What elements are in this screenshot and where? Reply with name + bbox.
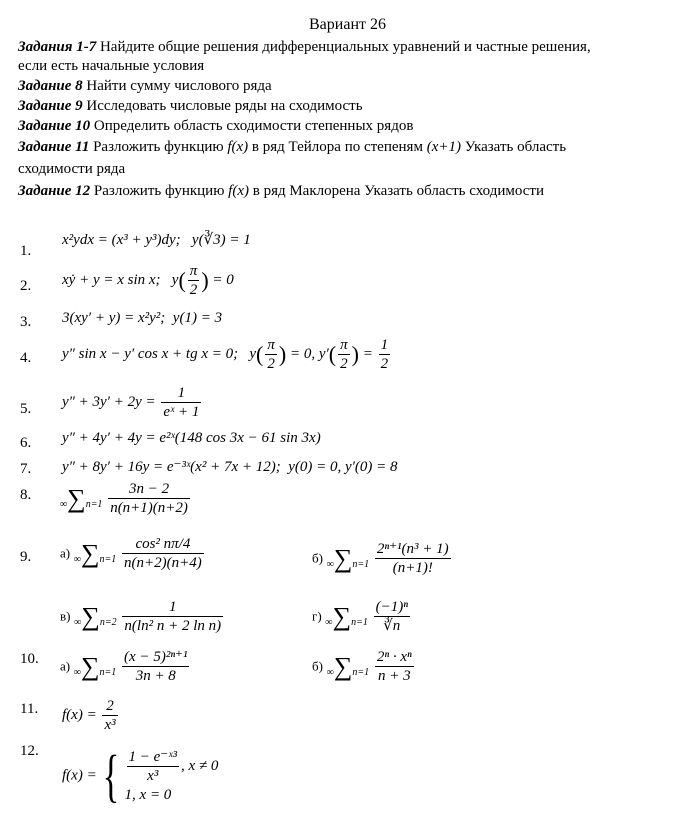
problem-11-function: f(x) = $\frac{2}{\text{x³}}$	[62, 698, 116, 733]
sum-symbol: ∞∑n=1	[73, 538, 117, 568]
problem-number: 10.	[20, 651, 39, 667]
task-9: Задание 9 Исследовать числовые ряды на сходимость	[18, 98, 363, 114]
problem-8-series	[60, 480, 192, 517]
problem-number: 9.	[20, 549, 32, 565]
fraction: $\frac{3n - 2}{n(n+1)(n+2)}$	[110, 481, 188, 516]
task-1-7: Задания 1-7 Найдите общие решения дифференциальных уравнений и частные решения,	[18, 39, 591, 55]
task-1-7-line2: если есть начальные условия	[18, 58, 205, 74]
problem-3-equation: 3(xy′ + y) = x²y²; y(1) = 3	[62, 310, 223, 326]
problem-5-equation: y″ + 3y′ + 2y = $\frac{1}{\text{eˣ + 1}}$	[62, 385, 200, 420]
task-12: Задание 12 Разложить функцию f(x) в ряд Маклорена Указать область сходимости	[18, 183, 544, 199]
fraction: $\frac{\text{1 − e⁻ˣ³}}{\text{x³}}$	[128, 749, 177, 784]
sum-symbol: ∞∑n=1	[326, 651, 370, 681]
problem-number: 6.	[20, 435, 32, 451]
left-brace: {	[102, 743, 119, 808]
fraction: $\frac{\pi}{2}$	[340, 337, 348, 372]
page-title: Вариант 26	[309, 16, 386, 33]
problem-number: 2.	[20, 278, 32, 294]
problem-2-equation: xẏ + y = x sin x; y( $\frac{\pi}{2}$ ) = 0	[62, 263, 234, 298]
problem-number: 12.	[20, 743, 39, 759]
problem-number: 8.	[20, 487, 32, 503]
task-8: Задание 8 Найти сумму числового ряда	[18, 78, 272, 94]
fraction: $\frac{\text{(−1)ⁿ}}{∛n}$	[375, 599, 408, 634]
sum-symbol: ∞∑n=1	[325, 601, 368, 631]
sum-symbol: ∞∑n=1	[60, 483, 103, 513]
fraction: $\frac{\pi}{2}$	[189, 263, 198, 298]
fraction: $\frac{\text{(x − 5)²ⁿ⁺¹}}{3n + 8}$	[124, 649, 188, 684]
sum-symbol: ∞∑n=1	[73, 651, 117, 681]
problem-9c-series: в) ∞∑n=2 $\frac{1}{\text{n(ln² n + 2 ln n)}}$	[60, 599, 222, 634]
fraction: $\frac{\text{2ⁿ · xⁿ}}{n + 3}$	[376, 649, 412, 684]
task-10: Задание 10 Определить область сходимости степенных рядов	[18, 118, 414, 134]
task-11: Задание 11 Разложить функцию f(x) в ряд Тейлора по степеням (x+1) Указать область	[18, 139, 567, 155]
fraction: $\frac{\text{cos² nπ/4}}{n(n+2)(n+4)}$	[124, 536, 202, 571]
fraction: $\frac{1}{2}$	[380, 337, 389, 372]
problem-1-equation: x²ydx = (x³ + y³)dy; y(∛3) = 1	[62, 232, 251, 248]
problem-9d-series: г) ∞∑n=1 $\frac{\text{(−1)ⁿ}}{∛n}$	[312, 599, 408, 634]
problem-number: 7.	[20, 461, 32, 477]
piecewise-cases: $\frac{\text{1 − e⁻ˣ³}}{\text{x³}}$ , x ≠ 0 1, x = 0	[124, 749, 219, 803]
problem-number: 1.	[20, 243, 32, 259]
task-11-line2: сходимости ряда	[18, 161, 126, 177]
problem-10a-series: а) ∞∑n=1 $\frac{\text{(x − 5)²ⁿ⁺¹}}{3n + 8}$	[60, 649, 188, 684]
sum-symbol: ∞∑n=1	[326, 543, 370, 573]
problem-7-equation: y″ + 8y′ + 16y = e⁻³ˣ(x² + 7x + 12); y(0) = 0, y′(0) = 8	[62, 459, 398, 475]
problem-4-equation: y″ sin x − y′ cos x + tg x = 0; y( $\frac{\pi}{2}$ ) = 0, y′( $\frac{\pi}{2}$ ) = $\frac{1}{2}$	[62, 337, 389, 372]
problem-number: 4.	[20, 350, 32, 366]
problem-9b-series: б) ∞∑n=1 $\frac{\text{2ⁿ⁺¹(n³ + 1)}}{(n+1)!}$	[312, 541, 449, 576]
fraction: $\frac{1}{\text{n(ln² n + 2 ln n)}}$	[124, 599, 222, 634]
problem-number: 3.	[20, 314, 32, 330]
problem-9a-series: а) ∞∑n=1 $\frac{\text{cos² nπ/4}}{n(n+2)(n+4)}$	[60, 536, 202, 571]
problem-number: 5.	[20, 401, 32, 417]
fraction: $\frac{\pi}{2}$	[267, 337, 275, 372]
problem-6-equation: y″ + 4y′ + 4y = e²ˣ(148 cos 3x − 61 sin 3x)	[62, 430, 321, 446]
problem-12-function: f(x) ={ $\frac{\text{1 − e⁻ˣ³}}{\text{x³}}$ , x ≠ 0 1, x = 0	[62, 743, 219, 808]
problem-10b-series: б) ∞∑n=1 $\frac{\text{2ⁿ · xⁿ}}{n + 3}$	[312, 649, 412, 684]
problem-number: 11.	[20, 701, 39, 717]
sum-symbol: ∞∑n=2	[74, 601, 117, 631]
fraction: $\frac{\text{2ⁿ⁺¹(n³ + 1)}}{(n+1)!}$	[376, 541, 449, 576]
fraction: $\frac{2}{\text{x³}}$	[104, 698, 116, 733]
fraction: $\frac{1}{\text{eˣ + 1}}$	[163, 385, 200, 420]
